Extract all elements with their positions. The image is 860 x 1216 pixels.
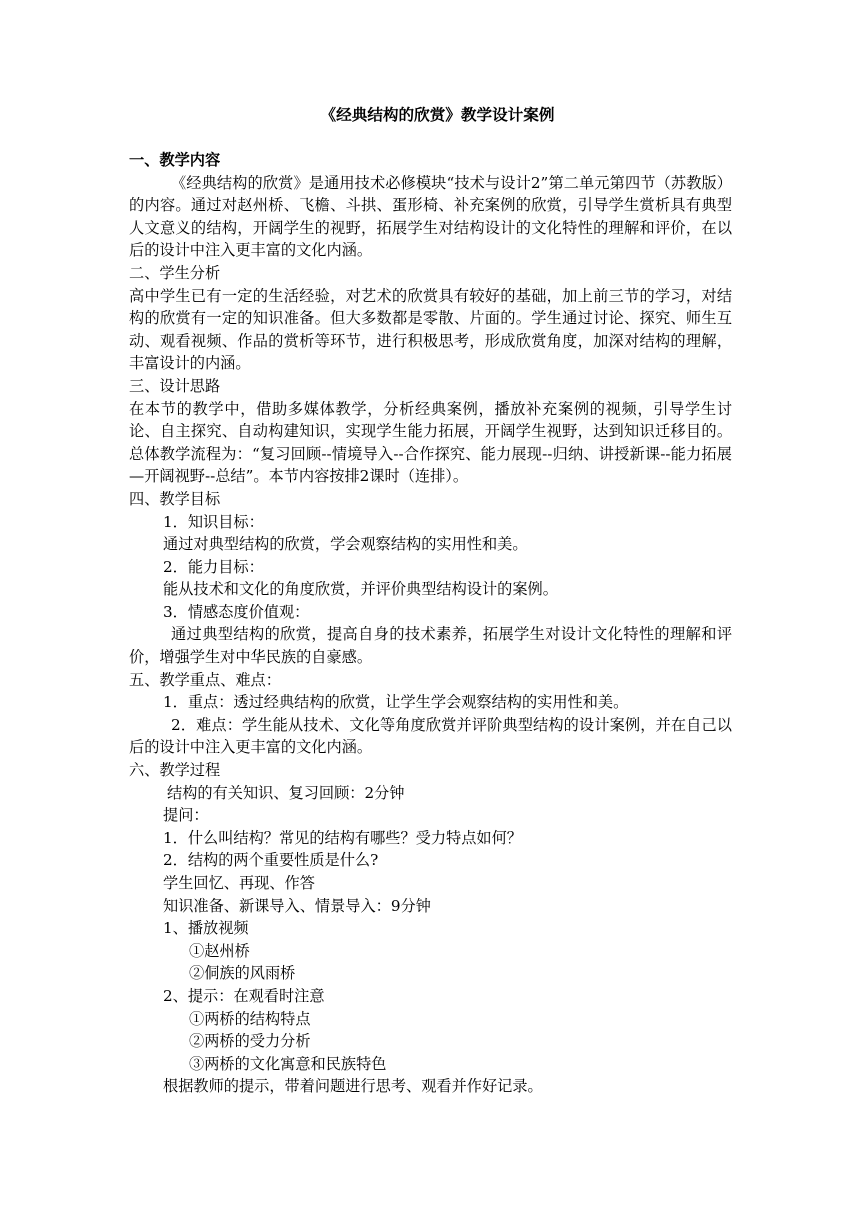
process-recall: 学生回忆、再现、作答 [163,874,315,892]
goal-ability-text: 能从技术和文化的角度欣赏，并评价典型结构设计的案例。 [163,580,558,599]
section-heading-student-analysis: 二、学生分析 [129,263,221,282]
paragraph-student-analysis: 高中学生已有一定的生活经验，对艺术的欣赏具有较好的基础，加上前三节的学习，对结构的欣赏有一定的知识准备。但大多数都是零散、片面的。学生通过讨论、探究、师生互动、观看视频、作品的赏析等环节，进行积极思考，形成欣赏角度，加深对结构的理解，丰富设计的内涵。 [129,286,732,373]
goal-attitude-label: 3．情感态度价值观： [163,602,310,621]
process-video-label: 1、播放视频 [163,919,249,938]
paragraph-teaching-content: 《经典结构的欣赏》是通用技术必修模块“技术与设计2”第二单元第四节（苏教版）的内容。通过对赵州桥、飞檐、斗拱、蛋形椅、补充案例的欣赏，引导学生赏析具有典型人文意义的结构，开阔学生的视野，拓展学生对结构设计的文化特性的理解和评价，在以后的设计中注入更丰富的文化内涵。 [129,173,732,260]
process-tip-1: ①两桥的结构特点 [189,1009,311,1028]
key-point-1: 1．重点：透过经典结构的欣赏，让学生学会观察结构的实用性和美。 [163,693,629,712]
process-ask: 提问： [163,806,209,825]
process-question-1: 1．什么叫结构？常见的结构有哪些？受力特点如何？ [163,828,522,847]
goal-knowledge-text: 通过对典型结构的欣赏，学会观察结构的实用性和美。 [163,535,528,554]
section-heading-key-points: 五、教学重点、难点： [129,670,281,689]
process-tip-2: ②两桥的受力分析 [189,1032,311,1051]
document-body [129,104,732,1098]
goal-knowledge-label: 1．知识目标： [163,512,264,531]
process-video-1: ①赵州桥 [189,941,250,960]
section-heading-design-idea: 三、设计思路 [129,376,221,395]
goal-ability-label: 2．能力目标： [163,557,264,576]
document-title: 《经典结构的欣赏》教学设计案例 [320,105,555,124]
paragraph-design-idea: 在本节的教学中，借助多媒体教学，分析经典案例，播放补充案例的视频，引导学生讨论、自主探究、自动构建知识，实现学生能力拓展，开阔学生视野，达到知识迁移目的。总体教学流程为：“复习回顾--情境导入--合作探究、能力展现--归纳、讲授新课--能力拓展—开阔视野--总结”。本节内容按排2课时（连排）。 [129,399,732,486]
process-question-2: 2．结构的两个重要性质是什么? [163,851,379,870]
section-heading-teaching-process: 六、教学过程 [129,761,221,780]
section-heading-teaching-goals: 四、教学目标 [129,489,221,508]
goal-attitude-text: 通过典型结构的欣赏，提高自身的技术素养，拓展学生对设计文化特性的理解和评价，增强学生对中华民族的自豪感。 [129,625,732,667]
process-video-2: ②侗族的风雨桥 [189,964,296,983]
section-heading-teaching-content: 一、教学内容 [129,151,221,169]
key-point-2: 2．难点：学生能从技术、文化等角度欣赏并评阶典型结构的设计案例，并在自己以后的设计中注入更丰富的文化内涵。 [129,715,732,757]
process-closing: 根据教师的提示，带着问题进行思考、观看并作好记录。 [163,1077,543,1096]
process-tip-label: 2、提示：在观看时注意 [163,986,325,1005]
process-review: 结构的有关知识、复习回顾：2分钟 [167,783,405,802]
process-tip-3: ③两桥的文化寓意和民族特色 [189,1054,387,1073]
process-prep: 知识准备、新课导入、情景导入：9分钟 [163,896,431,915]
